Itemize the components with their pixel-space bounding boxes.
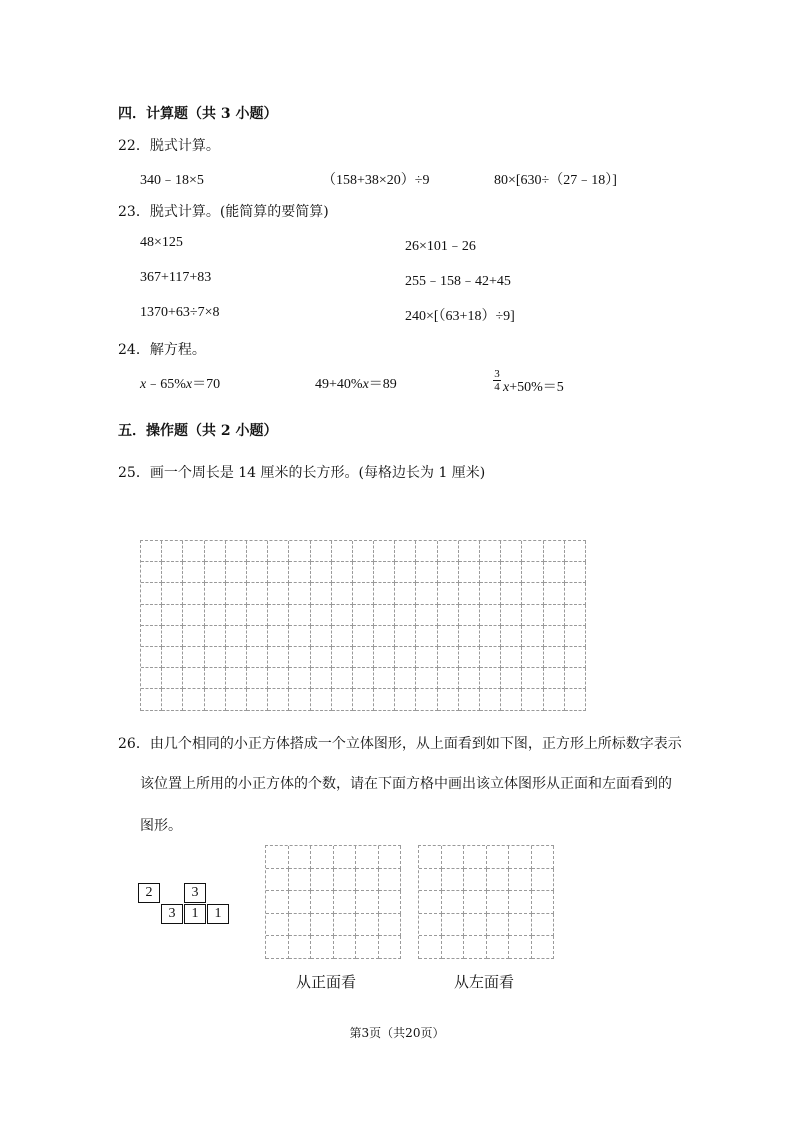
grid-cell[interactable] — [356, 914, 379, 937]
grid-cell[interactable] — [353, 647, 374, 668]
grid-cell[interactable] — [565, 689, 586, 710]
grid-cell[interactable] — [289, 605, 310, 626]
grid-cell[interactable] — [353, 668, 374, 689]
grid-cell[interactable] — [183, 583, 204, 604]
grid-cell[interactable] — [226, 689, 247, 710]
grid-cell[interactable] — [464, 914, 487, 937]
grid-cell[interactable] — [416, 668, 437, 689]
grid-cell[interactable] — [565, 562, 586, 583]
grid-cell[interactable] — [395, 626, 416, 647]
grid-cell[interactable] — [374, 647, 395, 668]
grid-cell[interactable] — [162, 541, 183, 562]
grid-cell[interactable] — [247, 541, 268, 562]
grid-cell[interactable] — [311, 605, 332, 626]
section-heading: 四．计算题（共 3 小题） — [118, 106, 278, 122]
grid-cell[interactable] — [522, 647, 543, 668]
grid-cell[interactable] — [268, 605, 289, 626]
grid-cell[interactable] — [459, 605, 480, 626]
grid-cell[interactable] — [289, 891, 312, 914]
grid-cell[interactable] — [464, 936, 487, 959]
grid-cell[interactable] — [442, 891, 465, 914]
grid-cell[interactable] — [268, 562, 289, 583]
grid-cell[interactable] — [395, 583, 416, 604]
expression: 1370+63÷7×8 — [140, 305, 220, 320]
grid-cell[interactable] — [565, 605, 586, 626]
grid-cell[interactable] — [289, 647, 310, 668]
grid-cell[interactable] — [332, 541, 353, 562]
question-25-stem: 25．画一个周长是 14 厘米的长方形。(每格边长为 1 厘米) — [118, 465, 486, 481]
grid-cell[interactable] — [162, 647, 183, 668]
grid-cell[interactable] — [416, 626, 437, 647]
grid-cell[interactable] — [565, 583, 586, 604]
grid-cell[interactable] — [416, 605, 437, 626]
grid-cell[interactable] — [183, 668, 204, 689]
grid-cell[interactable] — [438, 668, 459, 689]
grid-cell[interactable] — [247, 647, 268, 668]
grid-cell[interactable] — [419, 891, 442, 914]
grid-cell[interactable] — [183, 562, 204, 583]
top-view-cell: 1 — [207, 904, 229, 924]
expression: （158+38×20）÷9 — [322, 173, 430, 188]
grid-cell[interactable] — [480, 605, 501, 626]
grid-cell[interactable] — [416, 647, 437, 668]
grid-cell[interactable] — [480, 689, 501, 710]
grid-cell[interactable] — [141, 562, 162, 583]
grid-cell[interactable] — [544, 583, 565, 604]
grid-cell[interactable] — [419, 869, 442, 892]
grid-cell[interactable] — [522, 668, 543, 689]
grid-cell[interactable] — [311, 914, 334, 937]
question-26-line: 该位置上所用的小正方体的个数，请在下面方格中画出该立体图形从正面和左面看到的 — [140, 776, 672, 792]
grid-cell[interactable] — [395, 541, 416, 562]
grid-cell[interactable] — [353, 541, 374, 562]
grid-cell[interactable] — [247, 583, 268, 604]
front-view-caption: 从正面看 — [296, 973, 357, 991]
grid-cell[interactable] — [332, 605, 353, 626]
grid-cell[interactable] — [459, 626, 480, 647]
grid-cell[interactable] — [205, 689, 226, 710]
grid-cell[interactable] — [522, 605, 543, 626]
grid-cell[interactable] — [501, 689, 522, 710]
grid-cell[interactable] — [289, 583, 310, 604]
grid-cell[interactable] — [183, 605, 204, 626]
grid-cell[interactable] — [379, 891, 402, 914]
expression: 48×125 — [140, 235, 183, 250]
answer-grid[interactable] — [140, 540, 586, 711]
grid-cell[interactable] — [438, 562, 459, 583]
grid-cell[interactable] — [311, 541, 332, 562]
grid-cell[interactable] — [332, 689, 353, 710]
grid-cell[interactable] — [438, 626, 459, 647]
grid-cell[interactable] — [438, 583, 459, 604]
fraction-numerator: 3 — [494, 368, 500, 380]
grid-cell[interactable] — [544, 689, 565, 710]
equation-1: x﹣65%x＝70 — [140, 377, 221, 392]
grid-cell[interactable] — [438, 689, 459, 710]
grid-cell[interactable] — [374, 689, 395, 710]
grid-cell[interactable] — [183, 626, 204, 647]
grid-cell[interactable] — [419, 936, 442, 959]
grid-cell[interactable] — [442, 846, 465, 869]
grid-cell[interactable] — [289, 846, 312, 869]
grid-cell[interactable] — [311, 583, 332, 604]
grid-cell[interactable] — [311, 689, 332, 710]
section-heading: 五．操作题（共 2 小题） — [118, 423, 278, 439]
grid-cell[interactable] — [464, 891, 487, 914]
grid-cell[interactable] — [162, 583, 183, 604]
grid-cell[interactable] — [226, 626, 247, 647]
grid-cell[interactable] — [374, 626, 395, 647]
grid-cell[interactable] — [247, 605, 268, 626]
grid-cell[interactable] — [501, 626, 522, 647]
grid-cell[interactable] — [395, 689, 416, 710]
grid-cell[interactable] — [419, 846, 442, 869]
top-view-cell: 3 — [184, 883, 206, 903]
grid-cell[interactable] — [532, 846, 555, 869]
grid-cell[interactable] — [353, 626, 374, 647]
grid-cell[interactable] — [205, 541, 226, 562]
grid-cell[interactable] — [334, 846, 357, 869]
grid-cell[interactable] — [374, 583, 395, 604]
grid-cell[interactable] — [268, 626, 289, 647]
grid-cell[interactable] — [226, 541, 247, 562]
grid-cell[interactable] — [289, 626, 310, 647]
grid-cell[interactable] — [459, 689, 480, 710]
grid-cell[interactable] — [487, 846, 510, 869]
grid-cell[interactable] — [544, 562, 565, 583]
grid-cell[interactable] — [205, 562, 226, 583]
expression: 80×[630÷（27﹣18）] — [494, 173, 617, 188]
grid-cell[interactable] — [353, 689, 374, 710]
grid-cell[interactable] — [266, 914, 289, 937]
grid-cell[interactable] — [509, 914, 532, 937]
grid-cell[interactable] — [311, 562, 332, 583]
left-view-caption: 从左面看 — [454, 973, 515, 991]
grid-cell[interactable] — [247, 668, 268, 689]
grid-cell[interactable] — [332, 647, 353, 668]
grid-cell[interactable] — [353, 562, 374, 583]
grid-cell[interactable] — [311, 936, 334, 959]
grid-cell[interactable] — [311, 846, 334, 869]
grid-cell[interactable] — [565, 647, 586, 668]
grid-cell[interactable] — [379, 869, 402, 892]
grid-cell[interactable] — [162, 626, 183, 647]
grid-cell[interactable] — [356, 869, 379, 892]
grid-cell[interactable] — [268, 647, 289, 668]
grid-cell[interactable] — [141, 647, 162, 668]
grid-cell[interactable] — [183, 647, 204, 668]
grid-cell[interactable] — [379, 914, 402, 937]
grid-cell[interactable] — [183, 541, 204, 562]
grid-cell[interactable] — [501, 647, 522, 668]
grid-cell[interactable] — [353, 605, 374, 626]
grid-cell[interactable] — [442, 869, 465, 892]
grid-cell[interactable] — [395, 668, 416, 689]
grid-cell[interactable] — [509, 869, 532, 892]
question-24-stem: 24．解方程。 — [118, 342, 206, 358]
grid-cell[interactable] — [141, 626, 162, 647]
grid-cell[interactable] — [565, 626, 586, 647]
grid-cell[interactable] — [532, 914, 555, 937]
grid-cell[interactable] — [544, 647, 565, 668]
grid-cell[interactable] — [464, 869, 487, 892]
grid-cell[interactable] — [374, 541, 395, 562]
grid-cell[interactable] — [487, 869, 510, 892]
grid-cell[interactable] — [459, 541, 480, 562]
grid-cell[interactable] — [374, 605, 395, 626]
grid-cell[interactable] — [395, 605, 416, 626]
grid-cell[interactable] — [459, 668, 480, 689]
question-23-stem: 23．脱式计算。(能简算的要简算) — [118, 204, 329, 220]
grid-cell[interactable] — [487, 914, 510, 937]
top-view-cell: 1 — [184, 904, 206, 924]
grid-cell[interactable] — [268, 668, 289, 689]
grid-cell[interactable] — [379, 936, 402, 959]
grid-cell[interactable] — [141, 605, 162, 626]
grid-cell[interactable] — [459, 562, 480, 583]
grid-cell[interactable] — [205, 668, 226, 689]
grid-cell[interactable] — [332, 668, 353, 689]
grid-cell[interactable] — [334, 891, 357, 914]
grid-cell[interactable] — [501, 668, 522, 689]
grid-cell[interactable] — [289, 869, 312, 892]
grid-cell[interactable] — [532, 891, 555, 914]
grid-cell[interactable] — [419, 914, 442, 937]
grid-cell[interactable] — [509, 891, 532, 914]
grid-cell[interactable] — [501, 583, 522, 604]
grid-cell[interactable] — [374, 562, 395, 583]
grid-cell[interactable] — [141, 689, 162, 710]
expression: 26×101﹣26 — [405, 239, 476, 254]
grid-cell[interactable] — [356, 936, 379, 959]
grid-cell[interactable] — [438, 605, 459, 626]
page-footer: 第3页（共20页） — [349, 1026, 445, 1040]
grid-cell[interactable] — [353, 583, 374, 604]
grid-cell[interactable] — [480, 626, 501, 647]
grid-cell[interactable] — [480, 647, 501, 668]
grid-cell[interactable] — [311, 869, 334, 892]
grid-cell[interactable] — [289, 541, 310, 562]
grid-cell[interactable] — [162, 605, 183, 626]
expression: 240×[（63+18）÷9] — [405, 309, 515, 324]
grid-cell[interactable] — [501, 605, 522, 626]
grid-cell[interactable] — [565, 668, 586, 689]
grid-cell[interactable] — [266, 846, 289, 869]
grid-cell[interactable] — [332, 626, 353, 647]
grid-cell[interactable] — [374, 668, 395, 689]
grid-cell[interactable] — [565, 541, 586, 562]
grid-cell[interactable] — [395, 562, 416, 583]
grid-cell[interactable] — [522, 626, 543, 647]
fraction-denominator: 4 — [494, 381, 500, 393]
grid-cell[interactable] — [162, 562, 183, 583]
grid-cell[interactable] — [522, 689, 543, 710]
grid-cell[interactable] — [544, 541, 565, 562]
grid-cell[interactable] — [334, 869, 357, 892]
grid-cell[interactable] — [226, 562, 247, 583]
grid-cell[interactable] — [311, 626, 332, 647]
grid-cell[interactable] — [480, 541, 501, 562]
grid-cell[interactable] — [379, 846, 402, 869]
grid-cell[interactable] — [141, 668, 162, 689]
grid-cell[interactable] — [268, 541, 289, 562]
grid-cell[interactable] — [289, 914, 312, 937]
grid-cell[interactable] — [334, 936, 357, 959]
top-view-cell: 2 — [138, 883, 160, 903]
grid-cell[interactable] — [522, 583, 543, 604]
grid-cell[interactable] — [226, 583, 247, 604]
grid-cell[interactable] — [141, 541, 162, 562]
grid-cell[interactable] — [289, 689, 310, 710]
grid-cell[interactable] — [205, 605, 226, 626]
grid-cell[interactable] — [162, 689, 183, 710]
grid-cell[interactable] — [509, 936, 532, 959]
grid-cell[interactable] — [416, 689, 437, 710]
grid-cell[interactable] — [226, 647, 247, 668]
grid-cell[interactable] — [459, 647, 480, 668]
grid-cell[interactable] — [395, 647, 416, 668]
grid-cell[interactable] — [334, 914, 357, 937]
grid-cell[interactable] — [162, 668, 183, 689]
grid-cell[interactable] — [311, 891, 334, 914]
expression: 367+117+83 — [140, 270, 212, 285]
grid-cell[interactable] — [532, 869, 555, 892]
grid-cell[interactable] — [311, 647, 332, 668]
grid-cell[interactable] — [266, 891, 289, 914]
grid-cell[interactable] — [141, 583, 162, 604]
grid-cell[interactable] — [356, 891, 379, 914]
grid-cell[interactable] — [544, 605, 565, 626]
grid-cell[interactable] — [247, 562, 268, 583]
grid-cell[interactable] — [311, 668, 332, 689]
grid-cell[interactable] — [442, 936, 465, 959]
expression: 255﹣158﹣42+45 — [405, 274, 511, 289]
grid-cell[interactable] — [268, 583, 289, 604]
question-26-line: 图形。 — [140, 818, 182, 834]
top-view-cell: 3 — [161, 904, 183, 924]
grid-cell[interactable] — [416, 541, 437, 562]
grid-cell[interactable] — [205, 647, 226, 668]
grid-cell[interactable] — [332, 583, 353, 604]
grid-cell[interactable] — [332, 562, 353, 583]
grid-cell[interactable] — [416, 562, 437, 583]
front-view-grid[interactable] — [265, 845, 401, 959]
grid-cell[interactable] — [266, 869, 289, 892]
grid-cell[interactable] — [289, 668, 310, 689]
grid-cell[interactable] — [522, 541, 543, 562]
grid-cell[interactable] — [356, 846, 379, 869]
grid-cell[interactable] — [544, 626, 565, 647]
expression: 340﹣18×5 — [140, 173, 204, 188]
grid-cell[interactable] — [532, 936, 555, 959]
grid-cell[interactable] — [480, 562, 501, 583]
grid-cell[interactable] — [501, 541, 522, 562]
equation-2: 49+40%x＝89 — [315, 377, 397, 392]
grid-cell[interactable] — [226, 605, 247, 626]
grid-cell[interactable] — [509, 846, 532, 869]
grid-cell[interactable] — [480, 583, 501, 604]
grid-cell[interactable] — [183, 689, 204, 710]
question-22-stem: 22．脱式计算。 — [118, 138, 220, 154]
grid-cell[interactable] — [205, 626, 226, 647]
grid-cell[interactable] — [247, 626, 268, 647]
grid-cell[interactable] — [487, 891, 510, 914]
grid-cell[interactable] — [247, 689, 268, 710]
fraction — [493, 368, 501, 393]
grid-cell[interactable] — [416, 583, 437, 604]
grid-cell[interactable] — [438, 541, 459, 562]
grid-cell[interactable] — [226, 668, 247, 689]
top-view-figure — [138, 883, 230, 927]
grid-cell[interactable] — [205, 583, 226, 604]
grid-cell[interactable] — [268, 689, 289, 710]
question-26-line: 26．由几个相同的小正方体搭成一个立体图形，从上面看到如下图，正方形上所标数字表示 — [118, 736, 682, 752]
left-view-grid[interactable] — [418, 845, 554, 959]
equation-3: x+50%＝5 — [503, 380, 564, 395]
grid-cell[interactable] — [459, 583, 480, 604]
grid-cell[interactable] — [501, 562, 522, 583]
grid-cell[interactable] — [464, 846, 487, 869]
grid-cell[interactable] — [438, 647, 459, 668]
grid-cell[interactable] — [487, 936, 510, 959]
grid-cell[interactable] — [442, 914, 465, 937]
grid-cell[interactable] — [266, 936, 289, 959]
grid-cell[interactable] — [544, 668, 565, 689]
grid-cell[interactable] — [480, 668, 501, 689]
grid-cell[interactable] — [289, 562, 310, 583]
grid-cell[interactable] — [289, 936, 312, 959]
grid-cell[interactable] — [522, 562, 543, 583]
